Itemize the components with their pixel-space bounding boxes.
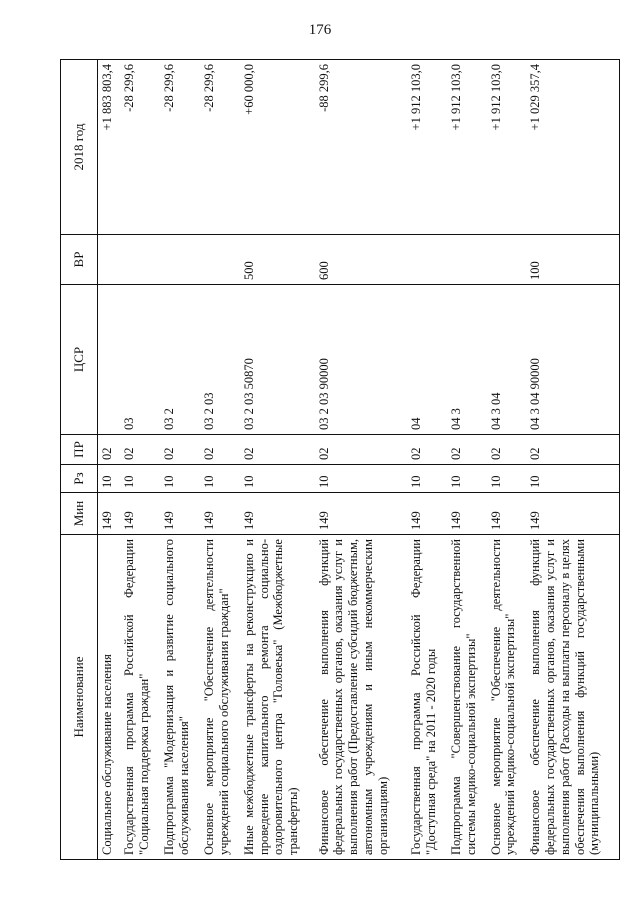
row-name: Финансовое обеспечение выполнения функций федеральных государственных органов, оказания услуг и выполнения работ (Расходы на выплаты персоналу в целях обеспечения выполнения функций государственными (муниципальными)	[526, 535, 619, 860]
table-row	[160, 60, 200, 860]
row-pr: 02	[160, 435, 200, 465]
rotated-table-wrapper	[60, 60, 620, 860]
row-min: 149	[526, 493, 619, 535]
row-min: 149	[160, 493, 200, 535]
row-min: 149	[200, 493, 240, 535]
row-vr	[407, 235, 447, 285]
row-vr: 100	[526, 235, 619, 285]
table-row	[447, 60, 487, 860]
header-pr: ПР	[61, 435, 98, 465]
row-rz: 10	[315, 465, 407, 493]
row-rz: 10	[160, 465, 200, 493]
row-name: Государственная программа Российской Федерации "Социальная поддержка граждан"	[120, 535, 160, 860]
row-vr	[120, 235, 160, 285]
table-row	[98, 60, 121, 860]
row-name: Основное мероприятие "Обеспечение деятельности учреждений социального обслуживания граждан"	[200, 535, 240, 860]
row-name: Подпрограмма "Модернизация и развитие социального обслуживания населения"	[160, 535, 200, 860]
row-amount: +1 883 803,4	[98, 60, 121, 235]
row-rz: 10	[98, 465, 121, 493]
row-rz: 10	[240, 465, 315, 493]
row-csr: 04 3	[447, 285, 487, 435]
row-min: 149	[315, 493, 407, 535]
row-rz: 10	[120, 465, 160, 493]
row-csr: 04 3 04 90000	[526, 285, 619, 435]
row-csr: 03 2	[160, 285, 200, 435]
row-rz: 10	[407, 465, 447, 493]
table-row	[120, 60, 160, 860]
header-year: 2018 год	[61, 60, 98, 235]
row-name: Финансовое обеспечение выполнения функций федеральных государственных органов, оказания услуг и выполнения работ (Предоставление субсидий бюджетным, автономным учреждениям и иным некоммерческим организациям)	[315, 535, 407, 860]
row-min: 149	[240, 493, 315, 535]
row-vr	[447, 235, 487, 285]
row-csr	[98, 285, 121, 435]
header-name: Наименование	[61, 535, 98, 860]
table-row	[526, 60, 619, 860]
header-min: Мин	[61, 493, 98, 535]
row-vr	[487, 235, 527, 285]
budget-table	[60, 59, 620, 860]
row-vr	[98, 235, 121, 285]
row-name: Основное мероприятие "Обеспечение деятельности учреждений медико-социальной экспертизы"	[487, 535, 527, 860]
table-header-row	[61, 60, 98, 860]
row-min: 149	[120, 493, 160, 535]
row-amount: +1 912 103,0	[447, 60, 487, 235]
header-rz: Рз	[61, 465, 98, 493]
row-pr: 02	[487, 435, 527, 465]
table-row	[315, 60, 407, 860]
row-rz: 10	[200, 465, 240, 493]
row-csr: 03 2 03 90000	[315, 285, 407, 435]
row-name: Государственная программа Российской Федерации "Доступная среда" на 2011 - 2020 годы	[407, 535, 447, 860]
row-pr: 02	[315, 435, 407, 465]
row-amount: -28 299,6	[120, 60, 160, 235]
header-vr: ВР	[61, 235, 98, 285]
row-csr: 04 3 04	[487, 285, 527, 435]
row-rz: 10	[487, 465, 527, 493]
row-name: Иные межбюджетные трансферты на реконструкцию и проведение капитального ремонта социально-оздоровительного центра "Головеька" (Межбюджетные трансферты)	[240, 535, 315, 860]
row-pr: 02	[120, 435, 160, 465]
row-pr: 02	[200, 435, 240, 465]
row-vr	[160, 235, 200, 285]
table-row	[487, 60, 527, 860]
row-amount: -88 299,6	[315, 60, 407, 235]
row-csr: 04	[407, 285, 447, 435]
row-pr: 02	[98, 435, 121, 465]
row-min: 149	[407, 493, 447, 535]
row-vr: 500	[240, 235, 315, 285]
row-name: Социальное обслуживание населения	[98, 535, 121, 860]
row-name: Подпрограмма "Совершенствование государственной системы медико-социальной экспертизы"	[447, 535, 487, 860]
row-amount: +60 000,0	[240, 60, 315, 235]
table-row	[407, 60, 447, 860]
row-amount: +1 912 103,0	[407, 60, 447, 235]
row-amount: +1 029 357,4	[526, 60, 619, 235]
row-min: 149	[447, 493, 487, 535]
row-rz: 10	[526, 465, 619, 493]
page-number: 176	[308, 22, 332, 38]
table-row	[240, 60, 315, 860]
row-rz: 10	[447, 465, 487, 493]
row-amount: +1 912 103,0	[487, 60, 527, 235]
row-csr: 03 2 03	[200, 285, 240, 435]
row-pr: 02	[240, 435, 315, 465]
row-pr: 02	[407, 435, 447, 465]
row-amount: -28 299,6	[160, 60, 200, 235]
row-csr: 03	[120, 285, 160, 435]
row-vr: 600	[315, 235, 407, 285]
row-min: 149	[98, 493, 121, 535]
row-amount: -28 299,6	[200, 60, 240, 235]
row-min: 149	[487, 493, 527, 535]
row-pr: 02	[526, 435, 619, 465]
row-pr: 02	[447, 435, 487, 465]
table-row	[200, 60, 240, 860]
row-csr: 03 2 03 50870	[240, 285, 315, 435]
header-csr: ЦСР	[61, 285, 98, 435]
row-vr	[200, 235, 240, 285]
